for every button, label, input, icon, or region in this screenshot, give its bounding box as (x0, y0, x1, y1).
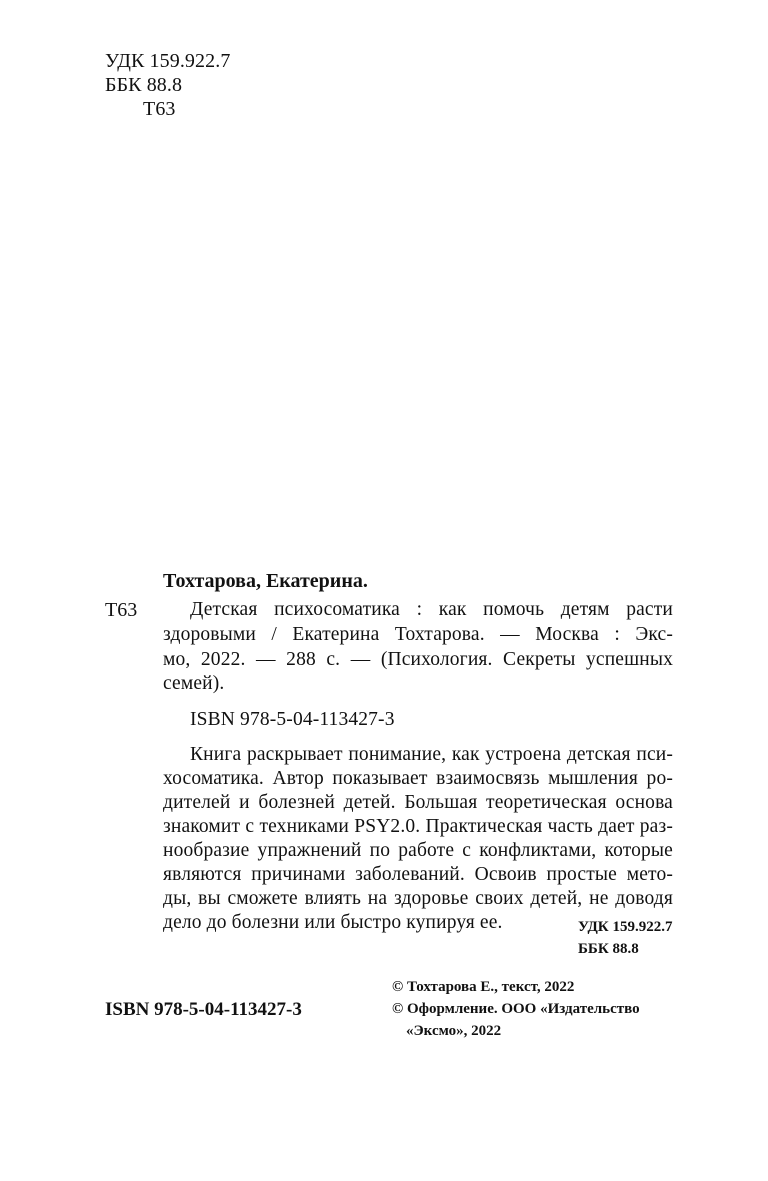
isbn-line: ISBN 978-5-04-113427-3 (190, 709, 395, 730)
annotation-line: ды, вы сможете влиять на здоровье своих детей, не доводя (163, 888, 673, 909)
description-line: семей). (163, 673, 225, 694)
footer-isbn: ISBN 978-5-04-113427-3 (105, 999, 302, 1020)
author-mark: Т63 (143, 98, 176, 120)
annotation-line: знакомит с техниками PSY2.0. Практическая часть дает раз- (163, 816, 673, 837)
annotation-line: хосоматика. Автор показывает взаимосвязь мышления ро- (163, 768, 673, 789)
copyright-line: © Оформление. ООО «Издательство (392, 1001, 640, 1017)
annotation-line: являются причинами заболеваний. Освоив простые мето- (163, 864, 673, 885)
annotation-line: Книга раскрывает понимание, как устроена детская пси- (190, 744, 673, 765)
description-line: мо, 2022. — 288 с. — (Психология. Секреты успешных (163, 649, 673, 670)
bbk-code: ББК 88.8 (105, 74, 183, 96)
description-line: здоровыми / Екатерина Тохтарова. — Москва : Экс- (163, 624, 673, 645)
copyright-line: © Тохтарова Е., текст, 2022 (392, 979, 575, 995)
annotation-line: нообразие упражнений по работе с конфликтами, которые (163, 840, 673, 861)
udk-code: УДК 159.922.7 (105, 50, 231, 72)
record-author-mark: Т63 (105, 599, 138, 621)
author-heading: Тохтарова, Екатерина. (163, 570, 368, 592)
copyright-line: «Эксмо», 2022 (406, 1023, 502, 1039)
annotation-line: дело до болезни или быстро купируя ее. (163, 912, 503, 933)
bbk-small: ББК 88.8 (578, 941, 639, 957)
udk-small: УДК 159.922.7 (578, 919, 673, 935)
description-line: Детская психосоматика : как помочь детям расти (190, 599, 673, 620)
annotation-line: дителей и болезней детей. Большая теоретическая основа (163, 792, 673, 813)
